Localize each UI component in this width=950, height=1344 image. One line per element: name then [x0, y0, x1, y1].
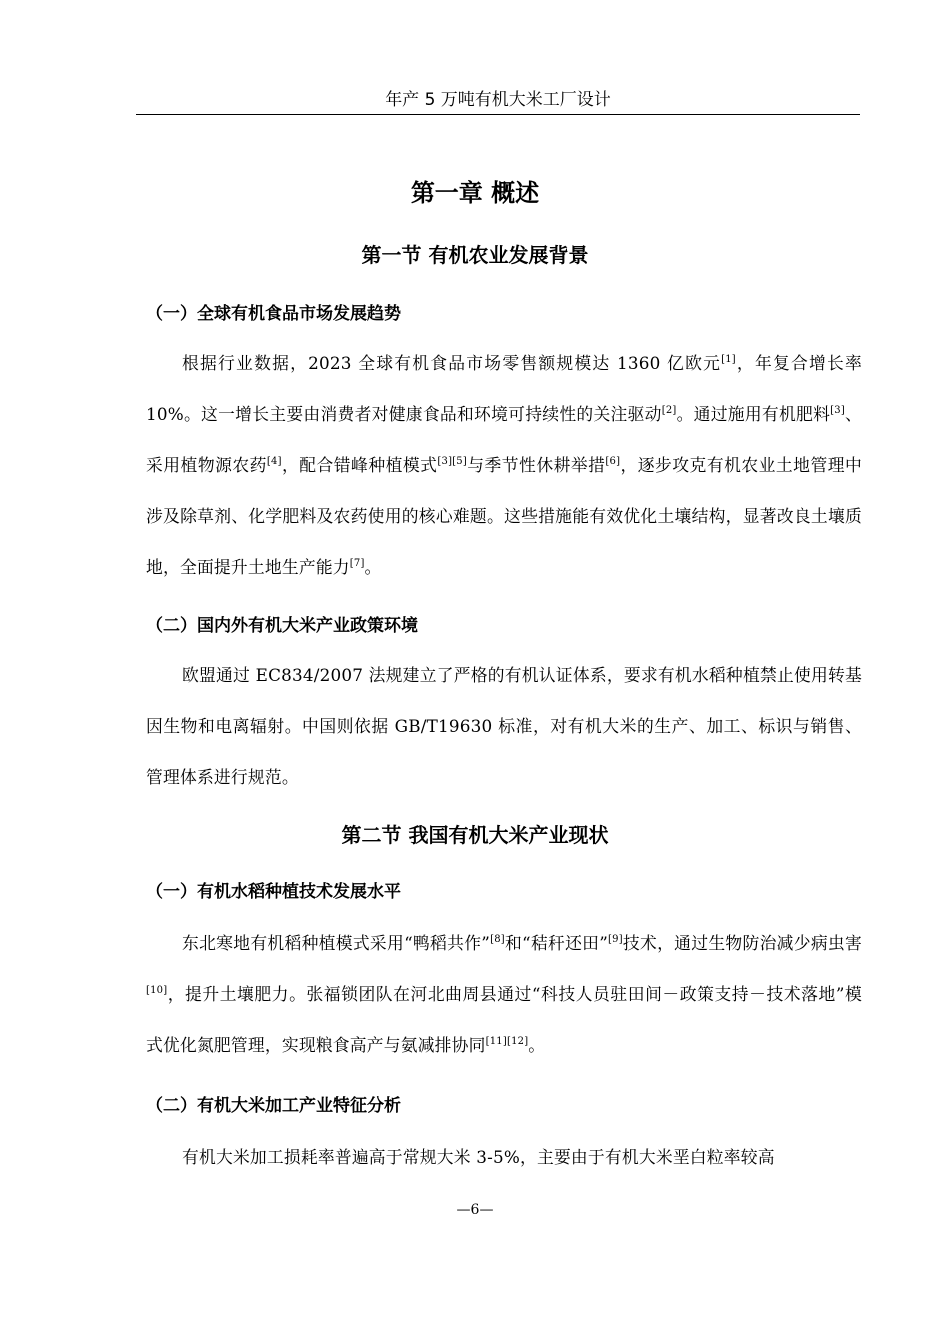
- paragraph-text: 。: [528, 1035, 546, 1055]
- section-title: 第一节 有机农业发展背景: [361, 243, 589, 267]
- paragraph-text: ，配合错峰种植模式: [281, 455, 438, 475]
- body-paragraph: [146, 918, 862, 1071]
- subsection-title: （二）有机大米加工产业特征分析: [146, 1096, 401, 1116]
- paragraph-text: 技术，通过生物防治减少病虫害: [622, 933, 862, 953]
- paragraph-text: 有机大米加工损耗率普遍高于常规大米 3-5%，主要由于有机大米垩白粒率较高: [182, 1147, 775, 1167]
- citation-ref: [10]: [146, 985, 168, 996]
- paragraph-text: 。通过施用有机肥料: [676, 404, 831, 424]
- citation-ref: [7]: [349, 558, 365, 569]
- citation-ref: [6]: [605, 456, 621, 467]
- paragraph-text: 东北寒地有机稻种植模式采用“鸭稻共作”: [182, 933, 491, 953]
- subsection-title: （二）国内外有机大米产业政策环境: [146, 616, 418, 636]
- citation-ref: [3][5]: [437, 456, 467, 467]
- citation-ref: [1]: [721, 354, 736, 365]
- paragraph-text: 欧盟通过 EC834/2007 法规建立了严格的有机认证体系，要求有机水稻种植禁止使用转基因生物和电离辐射。中国则依据 GB/T19630 标准，对有机大米的生产、加工、标识与销售、管理体系进行规范。: [146, 665, 862, 787]
- citation-ref: [4]: [266, 456, 282, 467]
- running-header: 年产 5 万吨有机大米工厂设计: [136, 86, 860, 115]
- page-number: —6—: [456, 1202, 494, 1218]
- body-paragraph: [146, 338, 862, 593]
- citation-ref: [3]: [830, 405, 845, 416]
- body-paragraph: [146, 650, 862, 803]
- citation-ref: [2]: [661, 405, 677, 416]
- section-title: 第二节 我国有机大米产业现状: [341, 823, 609, 847]
- subsection-title: （一）全球有机食品市场发展趋势: [146, 304, 401, 324]
- paragraph-text: ，提升土壤肥力。张福锁团队在河北曲周县通过“科技人员驻田间－政策支持－技术落地”模式优化氮肥管理，实现粮食高产与氨减排协同: [146, 984, 862, 1055]
- paragraph-text: 和“秸秆还田”: [504, 933, 609, 953]
- paragraph-text: 。: [364, 557, 382, 577]
- paragraph-text: 根据行业数据，2023 全球有机食品市场零售额规模达 1360 亿欧元: [182, 353, 722, 373]
- citation-ref: [9]: [608, 934, 623, 945]
- subsection-title: （一）有机水稻种植技术发展水平: [146, 882, 401, 902]
- paragraph-text: ，逐步攻克有机农业土地管理中涉及除草剂、化学肥料及农药使用的核心难题。这些措施能有效优化土壤结构，显著改良土壤质地，全面提升土地生产能力: [146, 455, 862, 577]
- paragraph-text: 与季节性休耕举措: [466, 455, 606, 475]
- chapter-title: 第一章 概述: [410, 179, 540, 207]
- citation-ref: [11][12]: [485, 1036, 529, 1047]
- citation-ref: [8]: [490, 934, 505, 945]
- body-paragraph: [146, 1132, 862, 1183]
- paragraph-text: 、采用植物源农药: [146, 404, 862, 475]
- paragraph-text: ，年复合增长率 10%。这一增长主要由消费者对健康食品和环境可持续性的关注驱动: [146, 353, 863, 424]
